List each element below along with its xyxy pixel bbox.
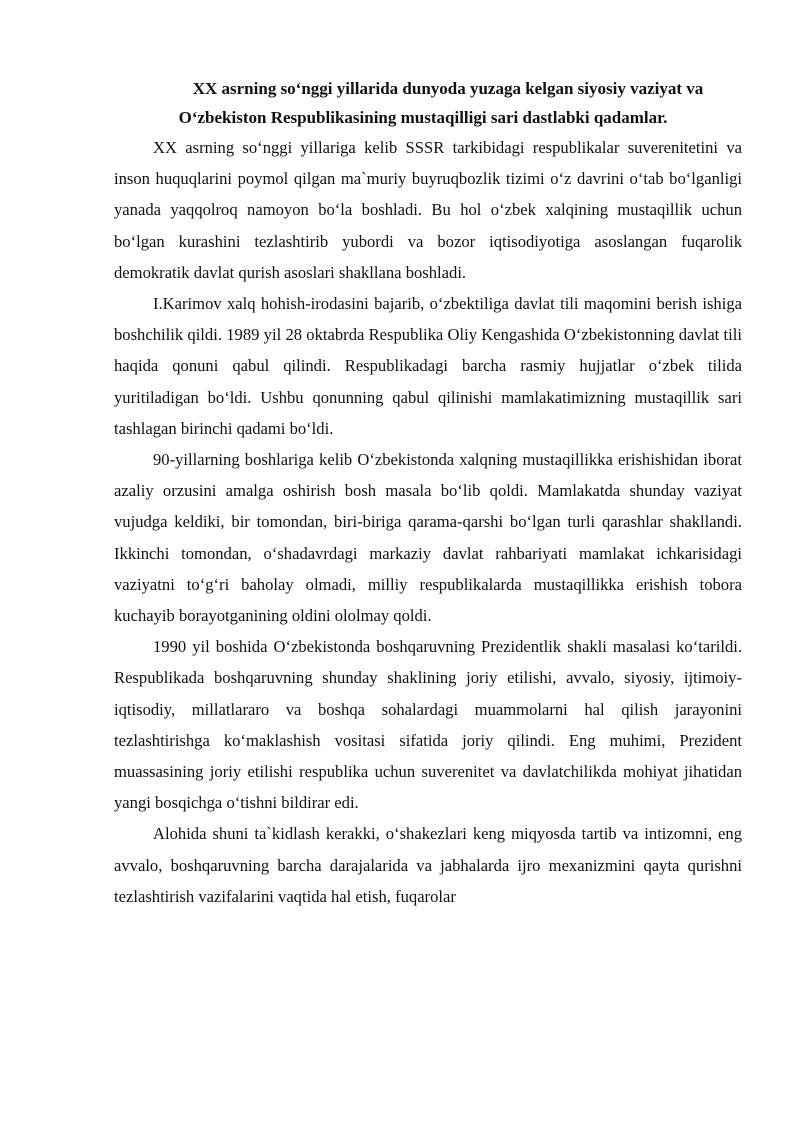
- paragraph-5: Alohida shuni ta`kidlash kerakki, o‘shakezlari keng miqyosda tartib va intizomni, eng avvalo, boshqaruvning barcha darajalarida va jabhalarda ijro mexanizmini qayta qurishni tezlashtirish vazifalarini vaqtida hal etish, fuqarolar: [114, 824, 742, 906]
- paragraph-3: 90-yillarning boshlariga kelib O‘zbekistonda xalqning mustaqillikka erishishidan iborat azaliy orzusini amalga oshirish bosh masala bo‘lib qoldi. Mamlakatda shunday vaziyat vujudga keldiki, bir tomondan, biri-biriga qarama-qarshi bo‘lgan turli qarashlar shakllandi. Ikkinchi tomondan, o‘shadavrdagi markaziy davlat rahbariyati mamlakat ichkarisidagi vaziyatni to‘g‘ri baholay olmadi, milliy respublikalarda mustaqillikka erishish tobora kuchayib borayotganining oldini ololmay qoldi.: [114, 450, 742, 626]
- document-page: [114, 74, 742, 912]
- paragraph-1: XX asrning so‘nggi yillariga kelib SSSR tarkibidagi respublikalar suverenitetini va inson huquqlarini poymol qilgan ma`muriy buyruqbozlik tizimi o‘z davrini o‘tab bo‘lganligi yanada yaqqolroq namoyon bo‘la boshladi. Bu hol o‘zbek xalqining mustaqillik uchun bo‘lgan kurashini tezlashtirib yubordi va bozor iqtisodiyotiga asoslangan fuqarolik demokratik davlat qurish asoslari shakllana boshladi.: [114, 138, 742, 282]
- title-line-1: XX asrning so‘nggi yillarida dunyoda yuzaga kelgan siyosiy vaziyat va: [192, 79, 704, 98]
- paragraph-2: I.Karimov xalq hohish-irodasini bajarib, o‘zbektiliga davlat tili maqomini berish ishiga boshchilik qildi. 1989 yil 28 oktabrda Respublika Oliy Kengashida O‘zbekistonning davlat tili haqida qonuni qabul qilindi. Respublikadagi barcha rasmiy hujjatlar o‘zbek tilida yuritiladigan bo‘ldi. Ushbu qonunning qabul qilinishi mamlakatimizning mustaqillik sari tashlagan birinchi qadami bo‘ldi.: [114, 294, 742, 438]
- paragraph-4: 1990 yil boshida O‘zbekistonda boshqaruvning Prezidentlik shakli masalasi ko‘tarildi. Respublikada boshqaruvning shunday shaklining joriy etilishi, avvalo, siyosiy, ijtimoiy-iqtisodiy, millatlararo va boshqa sohalardagi muammolarni hal qilish jarayonini tezlashtirishga ko‘maklashish vositasi sifatida joriy qilindi. Eng muhimi, Prezident muassasining joriy etilishi respublika uchun suverenitet va davlatchilikda mohiyat jihatidan yangi bosqichga o‘tishni bildirar edi.: [114, 637, 742, 813]
- title-line-2: O‘zbekiston Respublikasining mustaqilligi sari dastlabki qadamlar.: [178, 108, 668, 127]
- document-title: [114, 74, 742, 132]
